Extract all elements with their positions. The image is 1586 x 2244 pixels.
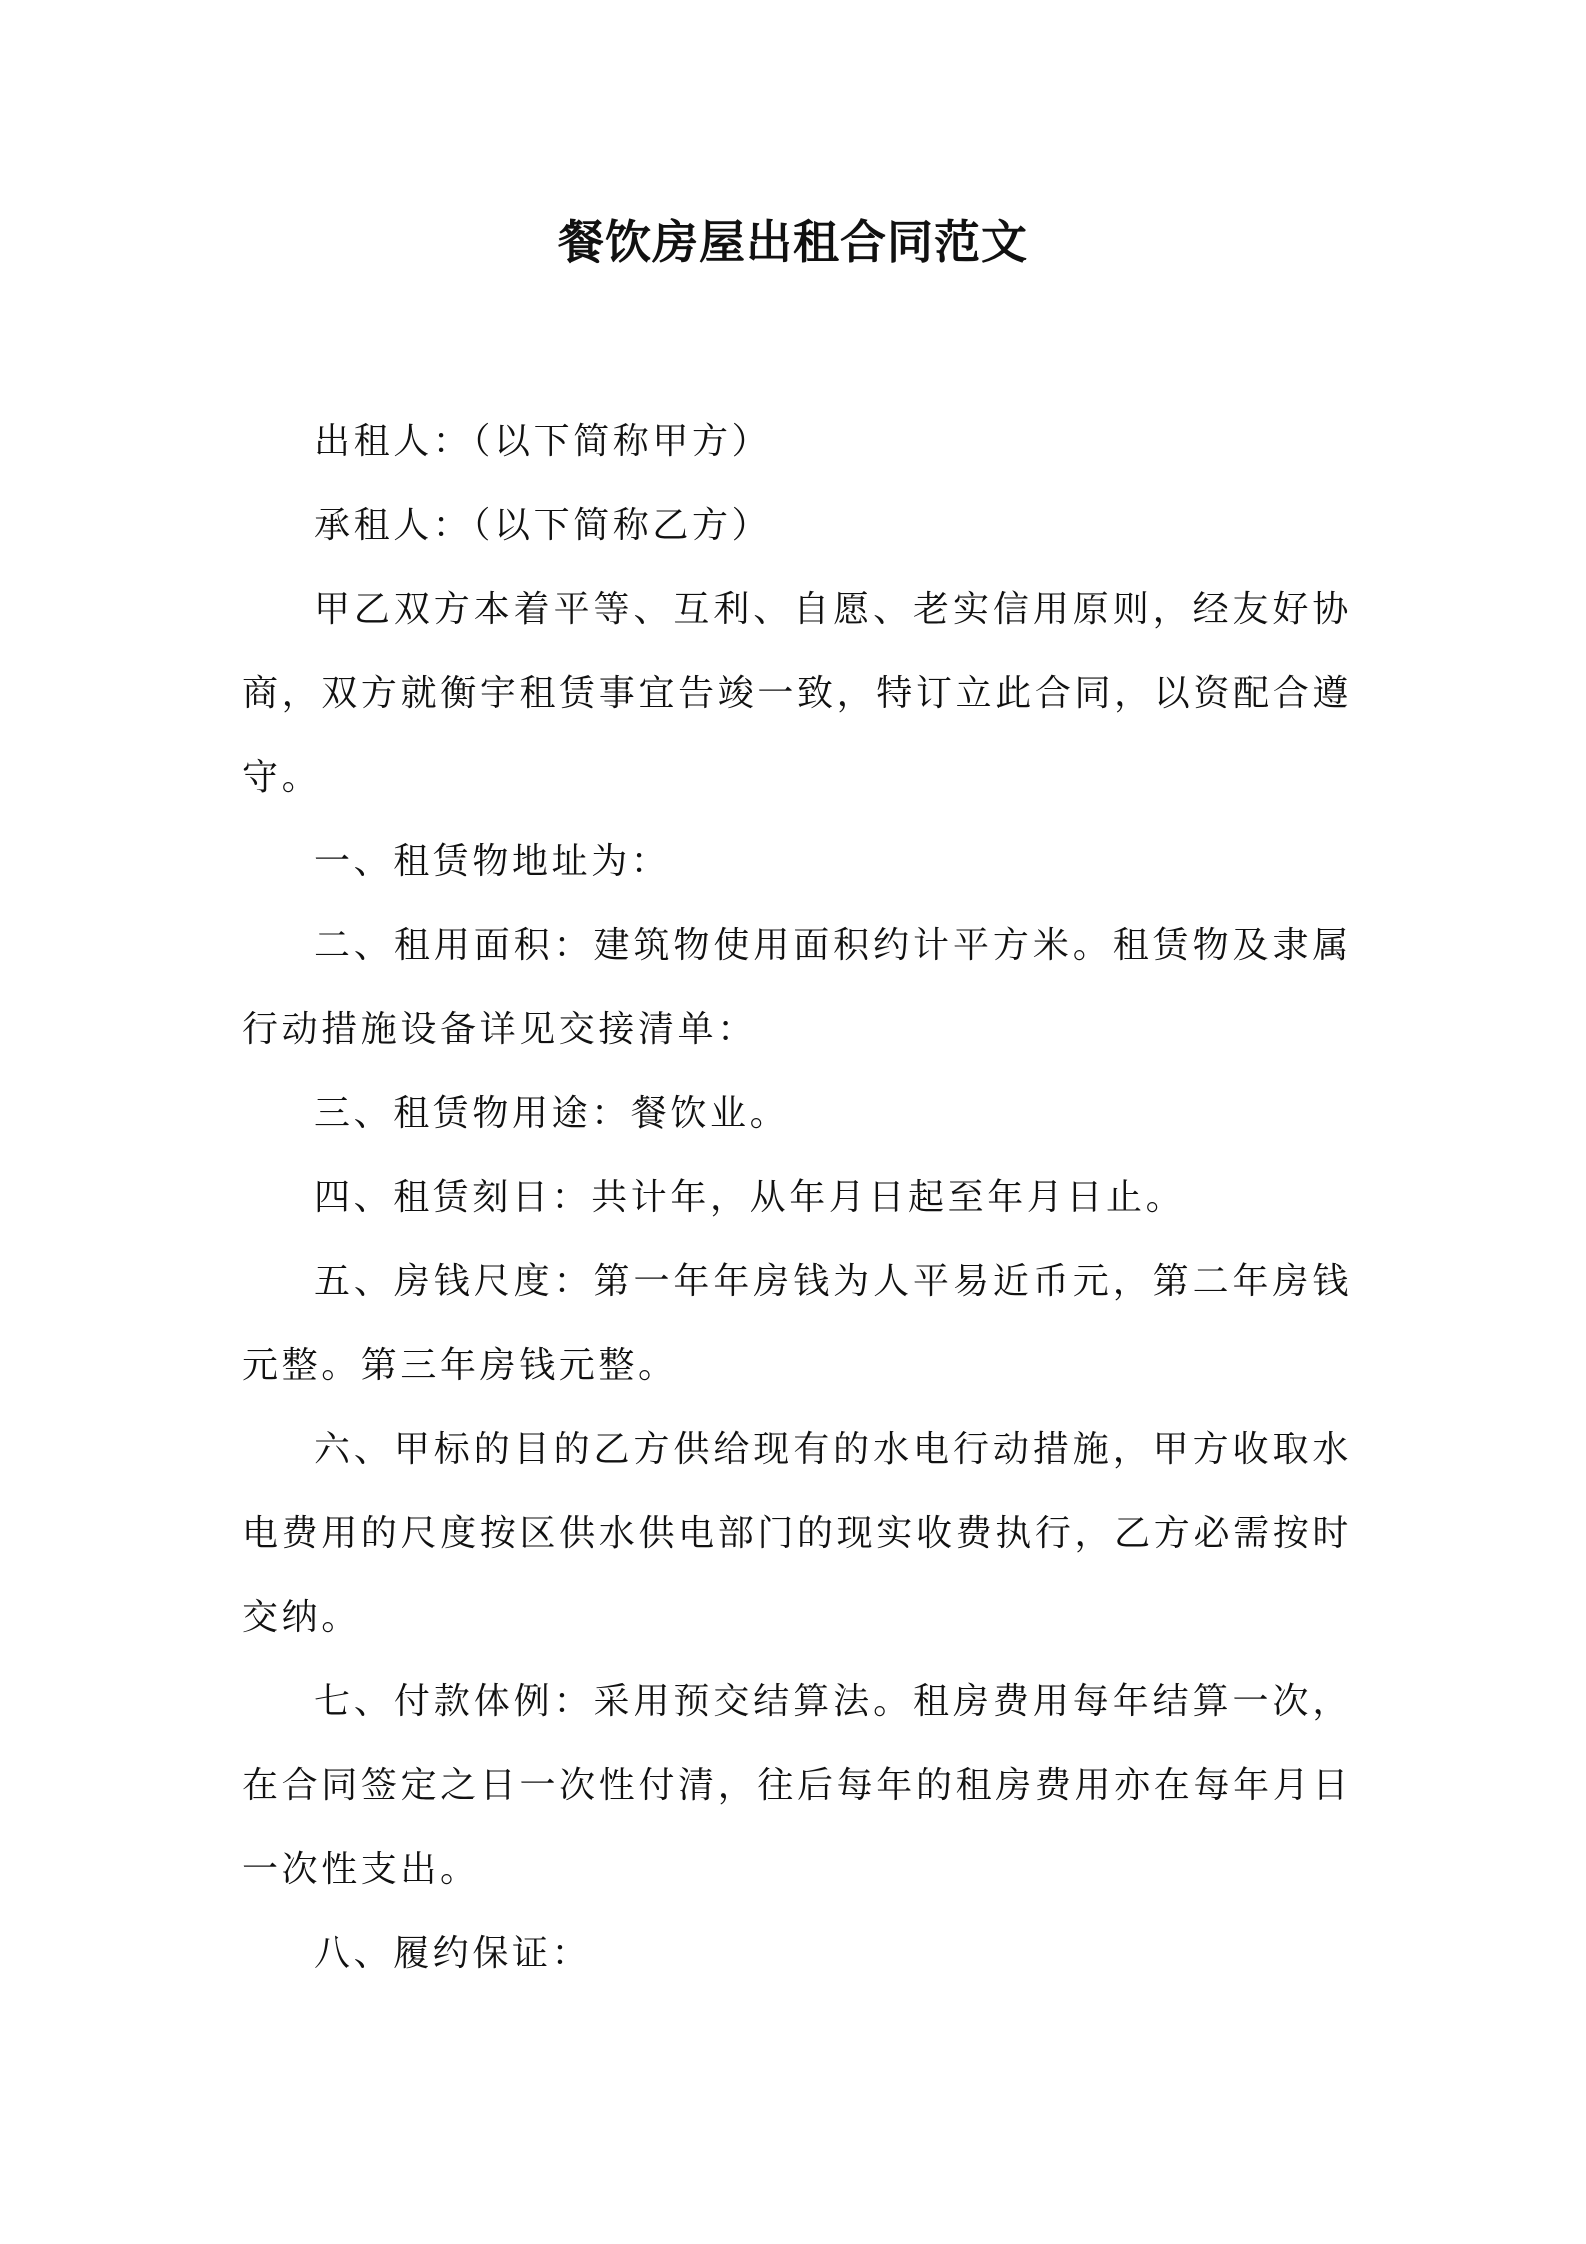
clause-6-utilities: 六、甲标的目的乙方供给现有的水电行动措施，甲方收取水电费用的尺度按区供水供电部门的现实收费执行，乙方必需按时交纳。 (242, 1429, 1352, 1638)
clause-3-purpose: 三、租赁物用途：餐饮业。 (314, 1093, 790, 1134)
preamble-paragraph: 甲乙双方本着平等、互利、自愿、老实信用原则，经友好协商，双方就衡宇租赁事宜告竣一致，特订立此合同，以资配合遵守。 (242, 589, 1352, 798)
clause-4-term: 四、租赁刻日：共计年，从年月日起至年月日止。 (314, 1177, 1186, 1218)
document-body (242, 400, 1352, 1996)
clause-8-guarantee: 八、履约保证： (314, 1933, 592, 1974)
lessor-line: 出租人：（以下简称甲方） (314, 421, 772, 462)
clause-2-area: 二、租用面积：建筑物使用面积约计平方米。租赁物及隶属行动措施设备详见交接清单： (242, 925, 1352, 1050)
clause-1-address: 一、租赁物地址为： (314, 841, 671, 882)
lessee-line: 承租人：（以下简称乙方） (314, 505, 772, 546)
document-title: 餐饮房屋出租合同范文 (558, 215, 1028, 269)
clause-5-rent: 五、房钱尺度：第一年年房钱为人平易近币元，第二年房钱元整。第三年房钱元整。 (242, 1261, 1352, 1386)
clause-7-payment: 七、付款体例：采用预交结算法。租房费用每年结算一次，在合同签定之日一次性付清，往后每年的租房费用亦在每年月日一次性支出。 (242, 1681, 1352, 1890)
